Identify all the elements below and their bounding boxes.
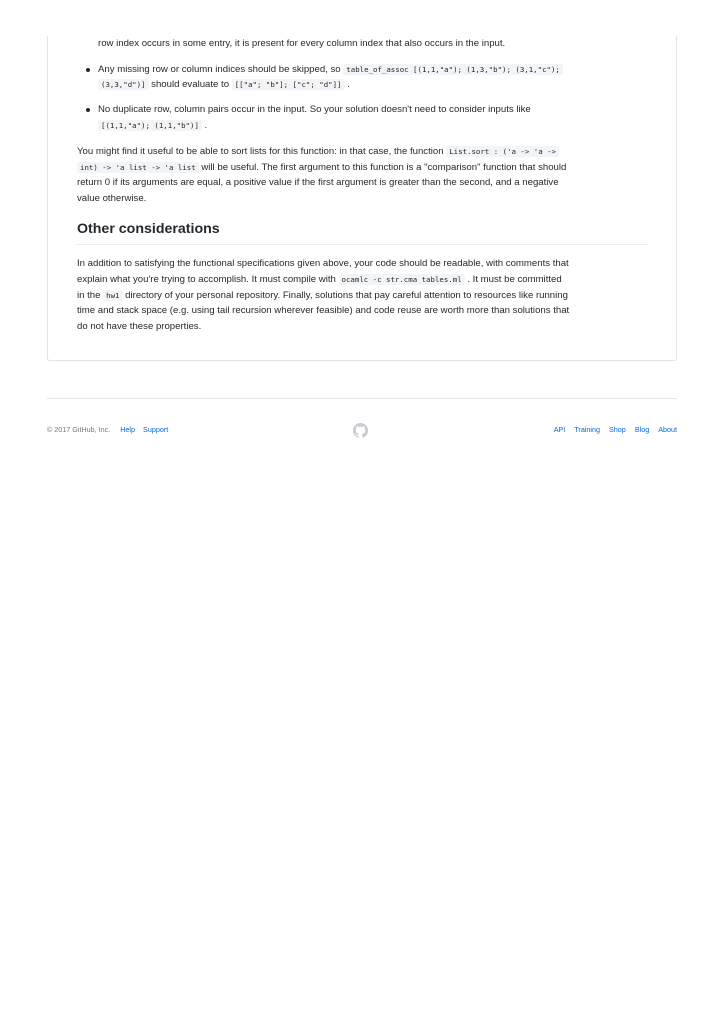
footer-link-support[interactable]: Support [143, 425, 169, 434]
inline-code: hw1 [103, 290, 122, 301]
paragraph-sort-line-3: return 0 if its arguments are equal, a positive value if the first argument is greater than the second, and a negative [77, 177, 559, 188]
inline-code: table_of_assoc [(1,1,"a"); (1,3,"b"); (3,1,"c"); [343, 64, 563, 75]
footer-link-api[interactable]: API [553, 425, 566, 434]
bullet-icon [86, 68, 90, 72]
footer-right [547, 425, 677, 435]
copyright-text: © 2017 GitHub, Inc. [47, 425, 111, 434]
site-footer [47, 425, 677, 439]
inline-code: ocamlc -c str.cma tables.ml [339, 274, 465, 285]
paragraph-sort-line-4: value otherwise. [77, 193, 147, 204]
list-item-missing-indices: Any missing row or column indices should be skipped, so table_of_assoc [(1,1,"a"); (1,3,"b"); (3,1,"c"); [98, 62, 563, 78]
github-octocat-icon[interactable] [353, 423, 368, 438]
inline-code: int) -> 'a list -> 'a list [77, 162, 199, 173]
list-item-no-duplicates-cont: [(1,1,"a"); (1,1,"b")] . [98, 118, 207, 134]
paragraph-other-line-5: do not have these properties. [77, 321, 202, 332]
inline-code: (3,3,"d")] [98, 79, 149, 90]
footer-link-training[interactable]: Training [574, 425, 601, 434]
list-item-missing-indices-cont: (3,3,"d")] should evaluate to [["a"; "b"]; ["c"; "d"]] . [98, 77, 350, 93]
footer-link-help[interactable]: Help [120, 425, 136, 434]
readme-container [47, 36, 677, 361]
list-item-no-duplicates: No duplicate row, column pairs occur in the input. So your solution doesn't need to consider inputs like [98, 104, 531, 115]
footer-link-blog[interactable]: Blog [634, 425, 650, 434]
paragraph-other-line-2: explain what you're trying to accomplish. It must compile with ocamlc -c str.cma tables.ml . It must be committed [77, 274, 562, 285]
paragraph-other-line-1: In addition to satisfying the functional specifications given above, your code should be readable, with comments that [77, 258, 569, 269]
inline-code: [["a"; "b"]; ["c"; "d"]] [232, 79, 345, 90]
section-heading: Other considerations [77, 221, 220, 237]
footer-divider [47, 398, 677, 399]
heading-divider [77, 244, 649, 245]
footer-link-shop[interactable]: Shop [609, 425, 626, 434]
paragraph-sort-line-1: You might find it useful to be able to sort lists for this function: in that case, the function List.sort : ('a -> 'a -> [77, 144, 559, 160]
footer-link-about[interactable]: About [658, 425, 677, 434]
paragraph-other-line-4: time and stack space (e.g. using tail recursion wherever feasible) and code reuse are worth more than solutions that [77, 305, 570, 316]
bullet-icon [86, 108, 90, 112]
inline-code: List.sort : ('a -> 'a -> [446, 146, 559, 157]
list-item-continued: row index occurs in some entry, it is present for every column index that also occurs in the input. [98, 38, 506, 49]
paragraph-other-line-3: in the hw1 directory of your personal repository. Finally, solutions that pay careful attention to resources like running [77, 290, 568, 301]
footer-left [47, 425, 174, 435]
inline-code: [(1,1,"a"); (1,1,"b")] [98, 120, 202, 131]
paragraph-sort-line-2: int) -> 'a list -> 'a list will be useful. The first argument to this function is a "comparison" function that should [77, 160, 566, 176]
